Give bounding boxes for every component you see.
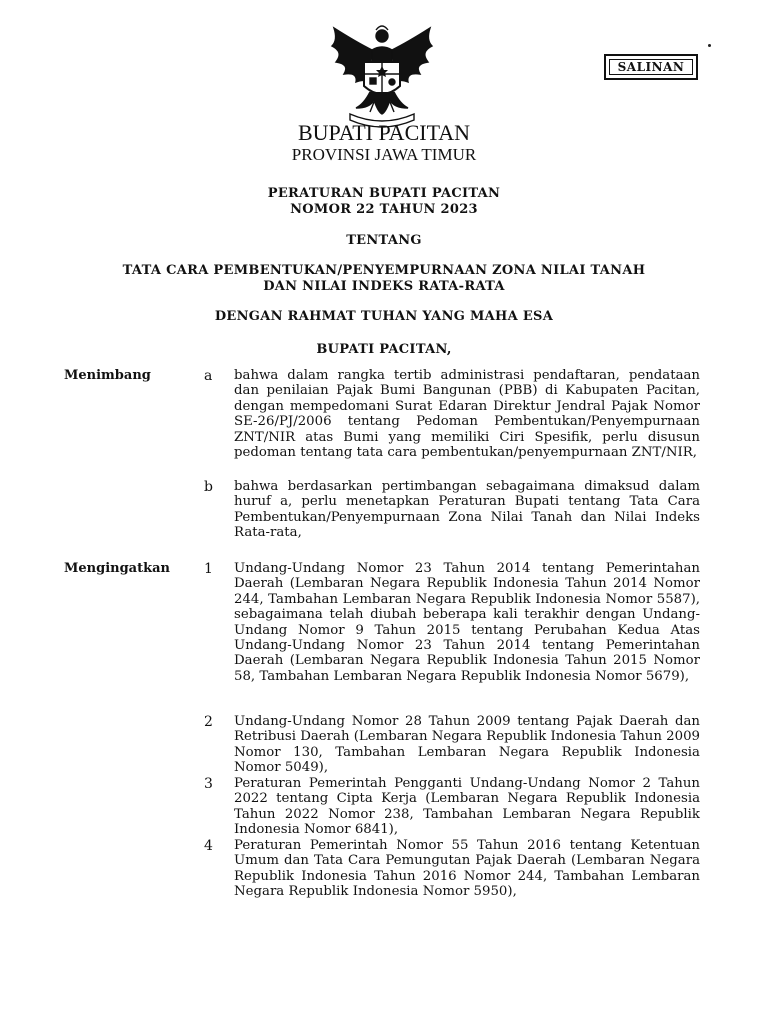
garuda-emblem-icon [326, 22, 438, 128]
subject-line-1: TATA CARA PEMBENTUKAN/PENYEMPURNAAN ZONA NILAI TANAH [122, 263, 646, 278]
item-text: Peraturan Pemerintah Pengganti Undang-Undang Nomor 2 Tahun 2022 tentang Cipta Kerja (Lembaran Negara Republik Indonesia Tahun 2022 Nomor 238, Tambahan Lembaran Negara Republik Indonesia Nomor 6841), [234, 776, 700, 838]
province-subtitle: PROVINSI JAWA TIMUR [291, 145, 477, 164]
mengingatkan-label: Mengingatkan [64, 561, 170, 576]
tentang-heading: TENTANG [346, 233, 422, 248]
speck [708, 44, 711, 47]
item-text: bahwa berdasarkan pertimbangan sebagaimana dimaksud dalam huruf a, perlu menetapkan Peraturan Bupati tentang Tata Cara Pembentukan/Penyempurnaan Zona Nilai Tanah dan Nilai Indeks Rata-rata, [234, 479, 700, 541]
item-text: Peraturan Pemerintah Nomor 55 Tahun 2016 tentang Ketentuan Umum dan Tata Cara Pemungutan Pajak Daerah (Lembaran Negara Republik Indonesia Tahun 2016 Nomor 244, Tambahan Lembaran Negara Republik Indonesia Nomor 5950), [234, 838, 700, 900]
item-text: bahwa dalam rangka tertib administrasi pendaftaran, pendataan dan penilaian Pajak Bumi Bangunan (PBB) di Kabupaten Pacitan, dengan mempedomani Surat Edaran Direktur Jendral Pajak Nomor SE-26/PJ/2006 tentang Pedoman Pembentukan/Penyempurnaan ZNT/NIR atas Bumi yang memiliki Ciri Spesifik, perlu disusun pedoman tentang tata cara pembentukan/penyempurnaan ZNT/NIR, [234, 368, 700, 461]
item-text: Undang-Undang Nomor 23 Tahun 2014 tentang Pemerintahan Daerah (Lembaran Negara Republik Indonesia Tahun 2014 Nomor 244, Tambahan Lembaran Negara Republik Indonesia Nomor 5587), sebagaimana telah diubah beberapa kali terakhir dengan Undang-Undang Nomor 9 Tahun 2015 tentang Perubahan Kedua Atas Undang-Undang Nomor 23 Tahun 2014 tentang Pemerintahan Daerah (Lembaran Negara Republik Indonesia Tahun 2015 Nomor 58, Tambahan Lembaran Negara Republik Indonesia Nomor 5679), [234, 561, 700, 684]
item-marker: 4 [204, 838, 213, 854]
item-marker: b [204, 479, 213, 495]
regulation-number: NOMOR 22 TAHUN 2023 [290, 202, 478, 217]
item-text: Undang-Undang Nomor 28 Tahun 2009 tentang Pajak Daerah dan Retribusi Daerah (Lembaran Negara Republik Indonesia Tahun 2009 Nomor 130, Tambahan Lembaran Negara Republik Indonesia Nomor 5049), [234, 714, 700, 776]
salinan-stamp [604, 54, 698, 80]
issuer-line: BUPATI PACITAN, [316, 342, 452, 357]
issuer-title: BUPATI PACITAN [297, 120, 471, 145]
item-marker: 3 [204, 776, 213, 792]
item-marker: a [204, 368, 213, 384]
item-marker: 1 [204, 561, 213, 577]
menimbang-label: Menimbang [64, 368, 151, 383]
item-marker: 2 [204, 714, 213, 730]
subject-line-2: DAN NILAI INDEKS RATA-RATA [263, 279, 505, 294]
blessing-line: DENGAN RAHMAT TUHAN YANG MAHA ESA [214, 309, 554, 324]
salinan-label: SALINAN [617, 60, 685, 74]
regulation-title: PERATURAN BUPATI PACITAN [267, 186, 501, 201]
